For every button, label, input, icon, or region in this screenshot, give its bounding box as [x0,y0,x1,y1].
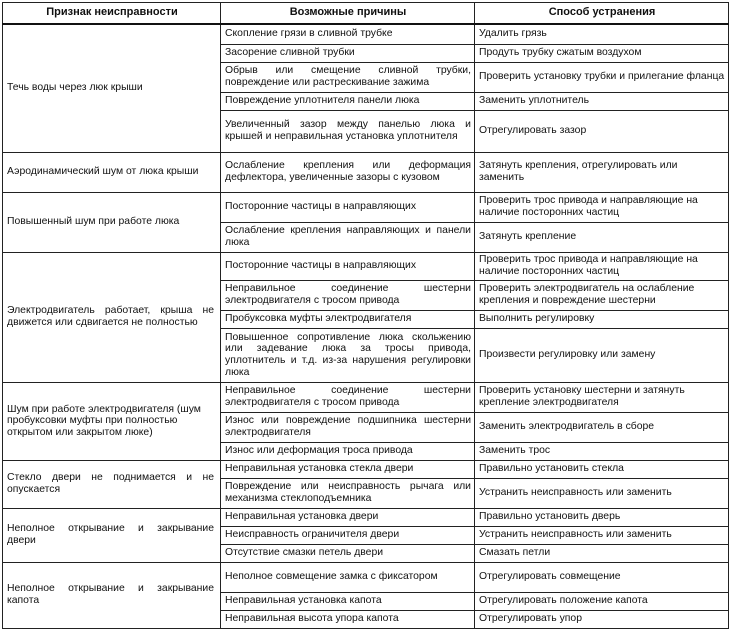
cause-cell: Неисправность ограничителя двери [221,526,475,544]
cause-cell: Увеличенный зазор между панелью люка и крышей и неправильная установка уплотнителя [221,110,475,152]
table-row [3,24,729,44]
cause-cell: Посторонние частицы в направляющих [221,252,475,280]
remedy-cell: Отрегулировать зазор [475,110,729,152]
cause-column-header: Возможные причины [221,3,475,25]
cause-cell: Неправильное соединение шестерни электродвигателя с тросом привода [221,382,475,412]
remedy-cell: Отрегулировать положение капота [475,592,729,610]
cause-cell: Неправильная установка двери [221,508,475,526]
table-row [3,562,729,592]
remedy-cell: Затянуть крепление [475,222,729,252]
cause-cell: Скопление грязи в сливной трубке [221,24,475,44]
remedy-cell: Выполнить регулировку [475,310,729,328]
remedy-cell: Проверить трос привода и направляющие на наличие посторонних частиц [475,192,729,222]
cause-cell: Износ или деформация троса привода [221,442,475,460]
cause-cell: Неправильная установка капота [221,592,475,610]
symptom-cell: Стекло двери не поднимается и не опускается [3,460,221,508]
symptom-cell: Течь воды через люк крыши [3,24,221,152]
remedy-cell: Проверить электродвигатель на ослабление крепления и повреждение шестерни [475,280,729,310]
table-row [3,382,729,412]
table-row [3,252,729,280]
remedy-cell: Отрегулировать упор [475,610,729,628]
remedy-cell: Проверить установку шестерни и затянуть крепление электродвигателя [475,382,729,412]
symptom-cell: Аэродинамический шум от люка крыши [3,152,221,192]
cause-cell: Повреждение уплотнителя панели люка [221,92,475,110]
cause-cell: Неправильная установка стекла двери [221,460,475,478]
cause-cell: Отсутствие смазки петель двери [221,544,475,562]
symptom-cell: Повышенный шум при работе люка [3,192,221,252]
cause-cell: Пробуксовка муфты электродвигателя [221,310,475,328]
remedy-cell: Заменить уплотнитель [475,92,729,110]
symptom-column-header: Признак неисправности [3,3,221,25]
remedy-cell: Заменить трос [475,442,729,460]
symptom-cell: Электродвигатель работает, крыша не движется или сдвигается не полностью [3,252,221,382]
troubleshooting-table [2,2,729,629]
remedy-cell: Произвести регулировку или замену [475,328,729,382]
cause-cell: Посторонние частицы в направляющих [221,192,475,222]
remedy-cell: Правильно установить дверь [475,508,729,526]
cause-cell: Обрыв или смещение сливной трубки, повреждение или растрескивание зажима [221,62,475,92]
remedy-cell: Продуть трубку сжатым воздухом [475,44,729,62]
cause-cell: Неправильная высота упора капота [221,610,475,628]
troubleshooting-sheet [2,2,728,625]
symptom-cell: Шум при работе электродвигателя (шум пробуксовки муфты при полностью открытом или закрытом люке) [3,382,221,460]
remedy-cell: Устранить неисправность или заменить [475,478,729,508]
remedy-cell: Проверить трос привода и направляющие на наличие посторонних частиц [475,252,729,280]
cause-cell: Неполное совмещение замка с фиксатором [221,562,475,592]
remedy-cell: Смазать петли [475,544,729,562]
remedy-cell: Проверить установку трубки и прилегание фланца [475,62,729,92]
cause-cell: Ослабление крепления или деформация дефлектора, увеличенные зазоры с кузовом [221,152,475,192]
remedy-column-header: Способ устранения [475,3,729,25]
remedy-cell: Отрегулировать совмещение [475,562,729,592]
symptom-cell: Неполное открывание и закрывание капота [3,562,221,628]
cause-cell: Ослабление крепления направляющих и панели люка [221,222,475,252]
remedy-cell: Удалить грязь [475,24,729,44]
table-row [3,460,729,478]
table-row [3,192,729,222]
symptom-cell: Неполное открывание и закрывание двери [3,508,221,562]
table-row [3,508,729,526]
remedy-cell: Заменить электродвигатель в сборе [475,412,729,442]
remedy-cell: Устранить неисправность или заменить [475,526,729,544]
table-row [3,152,729,192]
cause-cell: Повреждение или неисправность рычага или механизма стеклоподъемника [221,478,475,508]
cause-cell: Неправильное соединение шестерни электродвигателя с тросом привода [221,280,475,310]
header-row [3,3,729,25]
cause-cell: Засорение сливной трубки [221,44,475,62]
cause-cell: Повышенное сопротивление люка скольжению или задевание люка за тросы привода, уплотнитель и т.д. из-за нарушения регулировки люка [221,328,475,382]
remedy-cell: Затянуть крепления, отрегулировать или заменить [475,152,729,192]
remedy-cell: Правильно установить стекла [475,460,729,478]
cause-cell: Износ или повреждение подшипника шестерни электродвигателя [221,412,475,442]
